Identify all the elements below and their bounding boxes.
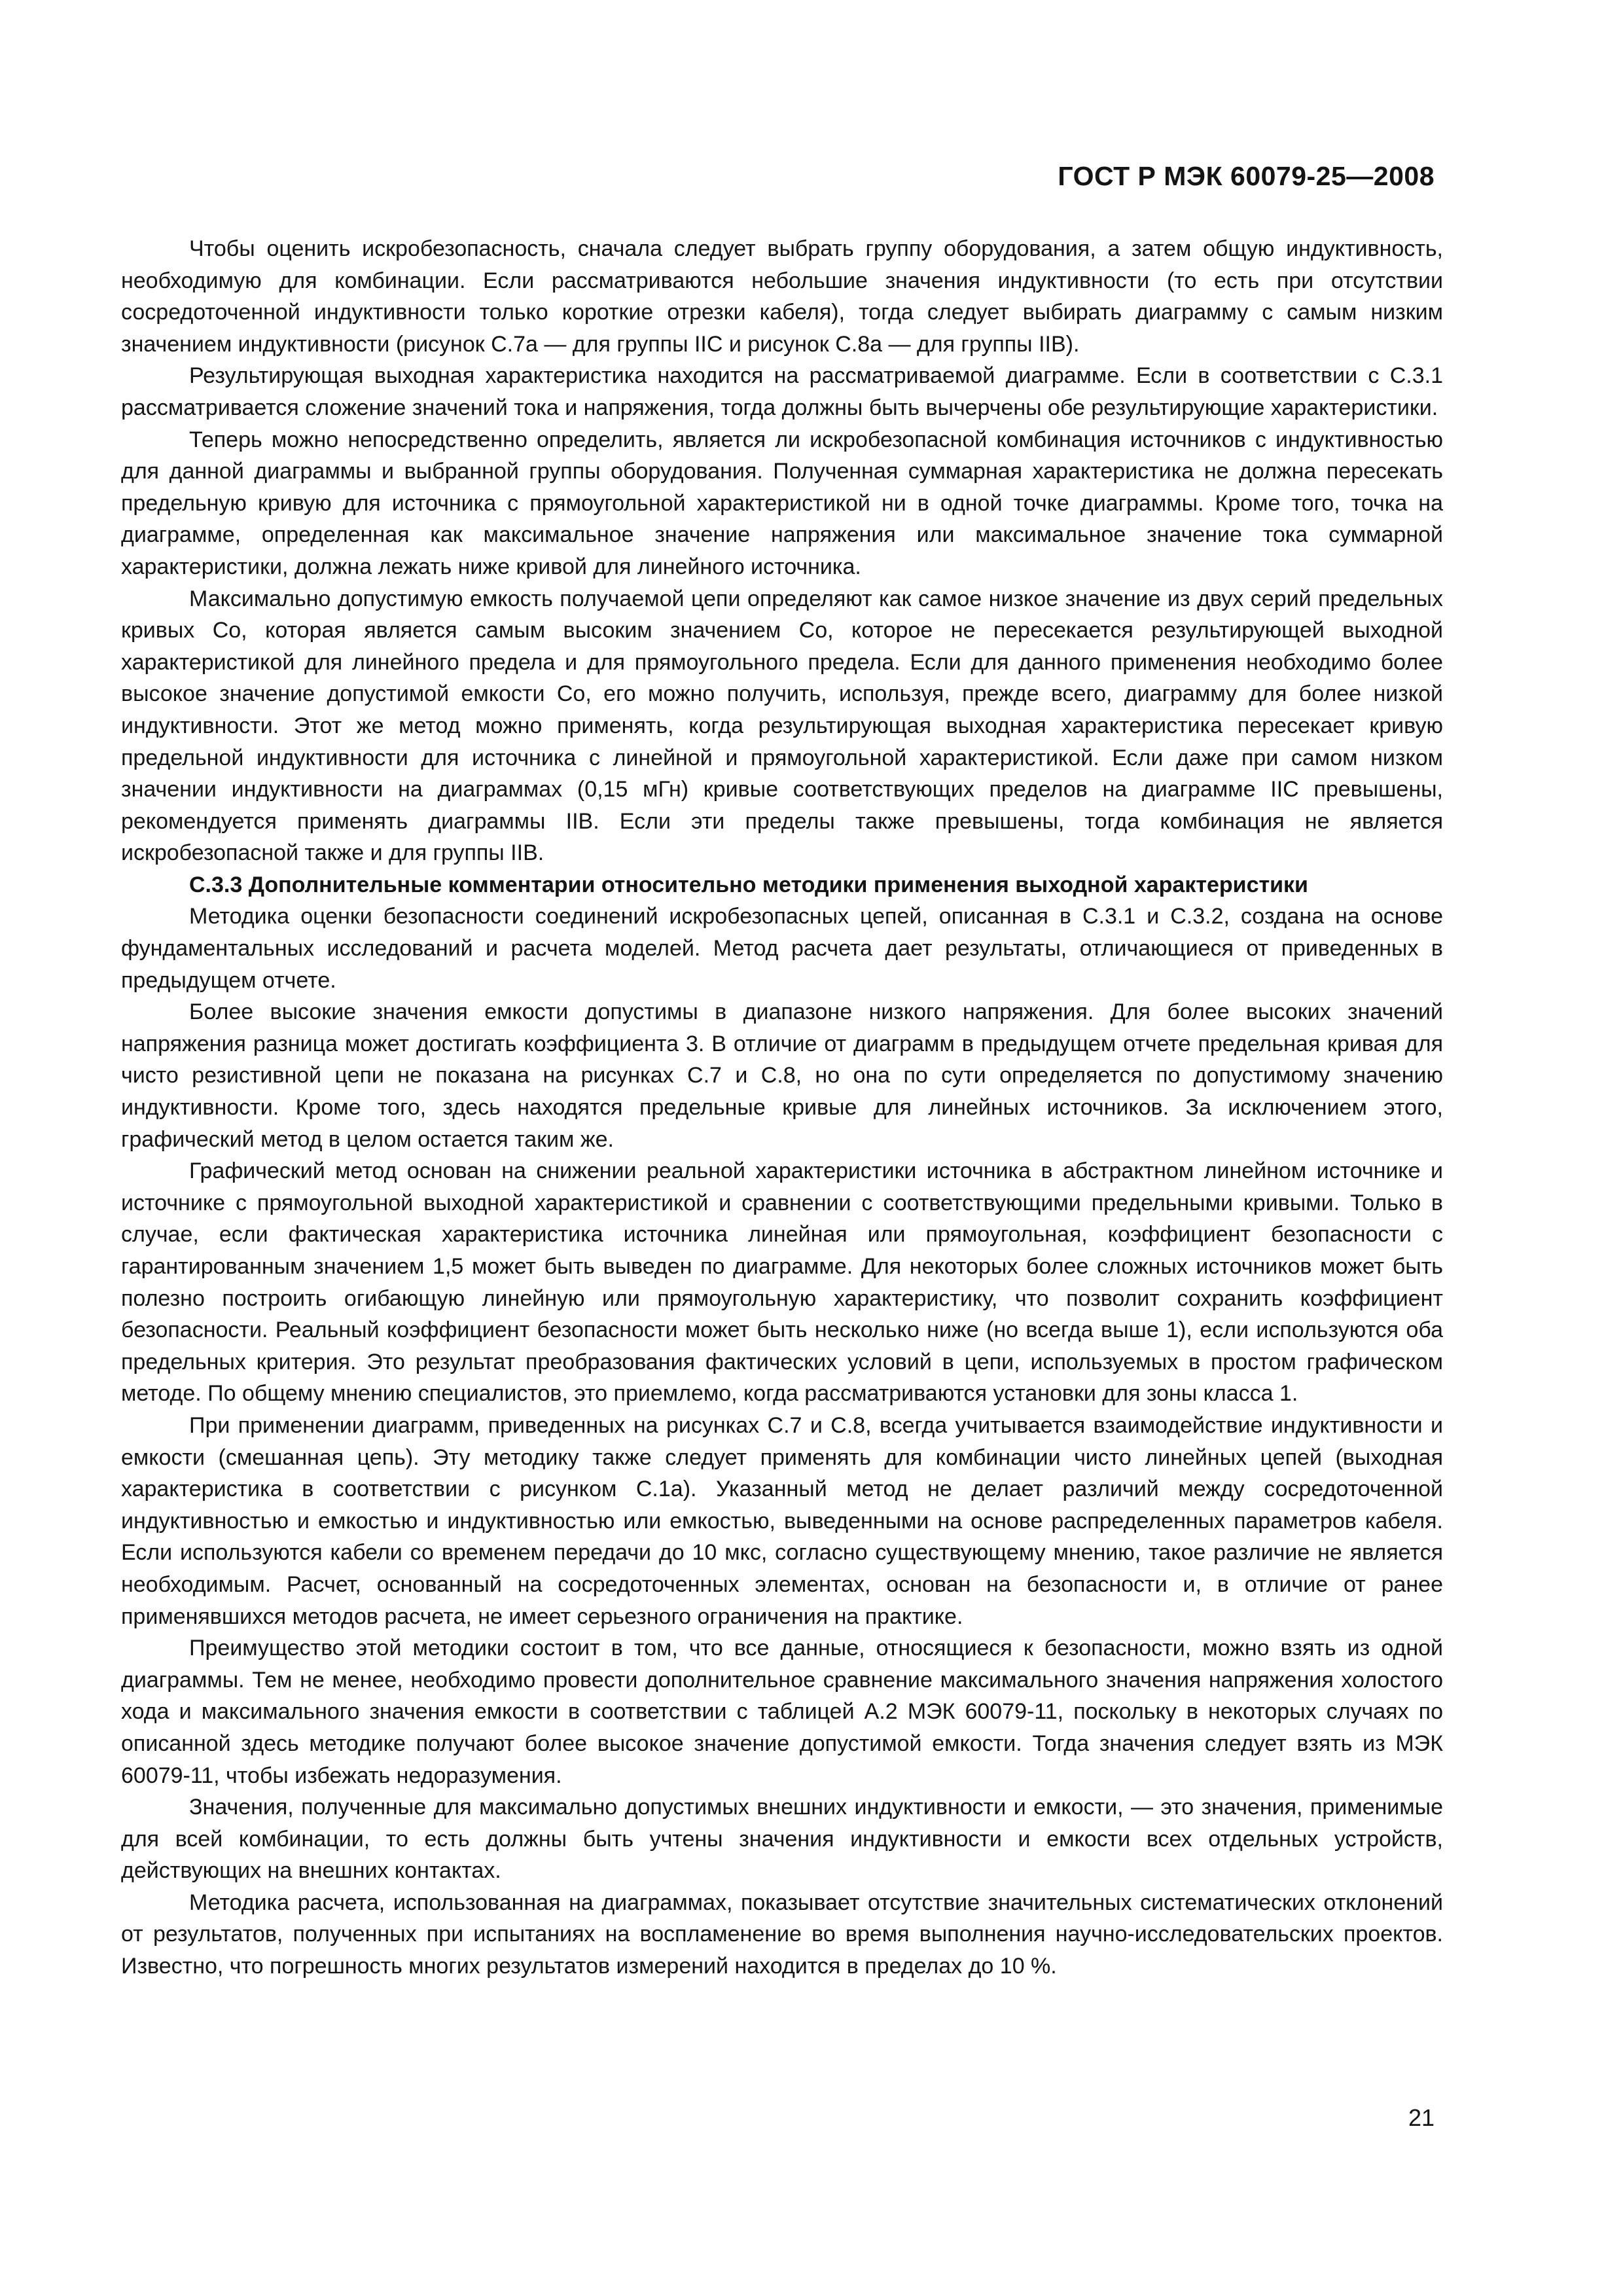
paragraph: Чтобы оценить искробезопасность, сначала следует выбрать группу оборудования, а затем общую индуктивность, необходимую для комбинации. Если рассматриваются небольшие значения индуктивности (то есть при отсутствии сосредоточенной индуктивности только короткие отрезки кабеля), тогда следует выбирать диаграмму с самым низким значением индуктивности (рисунок С.7а — для группы IIC и рисунок С.8а — для группы IIB). — [121, 236, 1443, 357]
paragraph: Теперь можно непосредственно определить, является ли искробезопасной комбинация источников с индуктивностью для данной диаграммы и выбранной группы оборудования. Полученная суммарная характеристика не должна пересекать предельную кривую для источника с прямоугольной характеристикой ни в одной точке диаграммы. Кроме того, точка на диаграмме, определенная как максимальное значение напряжения или максимальное значение тока суммарной характеристики, должна лежать ниже кривой для линейного источника. — [121, 427, 1443, 579]
paragraph: Значения, полученные для максимально допустимых внешних индуктивности и емкости, — это значения, применимые для всей комбинации, то есть должны быть учтены значения индуктивности и емкости всех отдельных устройств, действующих на внешних контактах. — [121, 1795, 1443, 1884]
page-body — [121, 233, 1443, 1982]
paragraph: Более высокие значения емкости допустимы в диапазоне низкого напряжения. Для более высоких значений напряжения разница может достигать коэффициента 3. В отличие от диаграмм в предыдущем отчете предельная кривая для чисто резистивной цепи не показана на рисунках С.7 и С.8, но она по сути определяется по допустимому значению индуктивности. Кроме того, здесь находятся предельные кривые для линейных источников. За исключением этого, графический метод в целом остается таким же. — [121, 999, 1443, 1152]
section-heading: С.3.3 Дополнительные комментарии относительно методики применения выходной характеристики — [189, 872, 1308, 897]
page-number: 21 — [1408, 2104, 1435, 2131]
paragraph: Преимущество этой методики состоит в том, что все данные, относящиеся к безопасности, можно взять из одной диаграммы. Тем не менее, необходимо провести дополнительное сравнение максимального значения напряжения холостого хода и максимального значения емкости в соответствии с таблицей А.2 МЭК 60079-11, поскольку в некоторых случаях по описанной здесь методике получают более высокое значение допустимой емкости. Тогда значения следует взять из МЭК 60079-11, чтобы избежать недоразумения. — [121, 1636, 1443, 1788]
paragraph: При применении диаграмм, приведенных на рисунках С.7 и С.8, всегда учитывается взаимодействие индуктивности и емкости (смешанная цепь). Эту методику также следует применять для комбинации чисто линейных цепей (выходная характеристика в соответствии с рисунком С.1а). Указанный метод не делает различий между сосредоточенной индуктивностью и емкостью и индуктивностью или емкостью, выведенными на основе распределенных параметров кабеля. Если используются кабели со временем передачи до 10 мкс, согласно существующему мнению, такое различие не является необходимым. Расчет, основанный на сосредоточенных элементах, основан на безопасности и, в отличие от ранее применявшихся методов расчета, не имеет серьезного ограничения на практике. — [121, 1412, 1443, 1629]
paragraph: Результирующая выходная характеристика находится на рассматриваемой диаграмме. Если в соответствии с С.3.1 рассматривается сложение значений тока и напряжения, тогда должны быть вычерчены обе результирующие характеристики. — [121, 363, 1443, 420]
paragraph: Методика оценки безопасности соединений искробезопасных цепей, описанная в С.3.1 и С.3.2, создана на основе фундаментальных исследований и расчета моделей. Метод расчета дает результаты, отличающиеся от приведенных в предыдущем отчете. — [121, 904, 1443, 993]
paragraph: Методика расчета, использованная на диаграммах, показывает отсутствие значительных систематических отклонений от результатов, полученных при испытаниях на воспламенение во время выполнения научно-исследовательских проектов. Известно, что погрешность многих результатов измерений находится в пределах до 10 %. — [121, 1890, 1443, 1979]
document-code-header: ГОСТ Р МЭК 60079-25—2008 — [1058, 161, 1435, 191]
paragraph: Максимально допустимую емкость получаемой цепи определяют как самое низкое значение из двух серий предельных кривых Cо, которая является самым высоким значением Cо, которое не пересекается результирующей выходной характеристикой для линейного предела и для прямоугольного предела. Если для данного применения необходимо более высокое значение допустимой емкости Cо, его можно получить, используя, прежде всего, диаграмму для более низкой индуктивности. Этот же метод можно применять, когда результирующая выходная характеристика пересекает кривую предельной индуктивности для источника с линейной и прямоугольной характеристикой. Если даже при самом низком значении индуктивности на диаграммах (0,15 мГн) кривые соответствующих пределов на диаграмме IIC превышены, рекомендуется применять диаграммы IIB. Если эти пределы также превышены, тогда комбинация не является искробезопасной также и для группы IIB. — [121, 586, 1443, 866]
paragraph: Графический метод основан на снижении реальной характеристики источника в абстрактном линейном источнике и источнике с прямоугольной выходной характеристикой и сравнении с соответствующими предельными кривыми. Только в случае, если фактическая характеристика источника линейная или прямоугольная, коэффициент безопасности с гарантированным значением 1,5 может быть выведен по диаграмме. Для некоторых более сложных источников может быть полезно построить огибающую линейную или прямоугольную характеристику, что позволит сохранить коэффициент безопасности. Реальный коэффициент безопасности может быть несколько ниже (но всегда выше 1), если используются оба предельных критерия. Это результат преобразования фактических условий в цепи, используемых в простом графическом методе. По общему мнению специалистов, это приемлемо, когда рассматриваются установки для зоны класса 1. — [121, 1158, 1443, 1407]
